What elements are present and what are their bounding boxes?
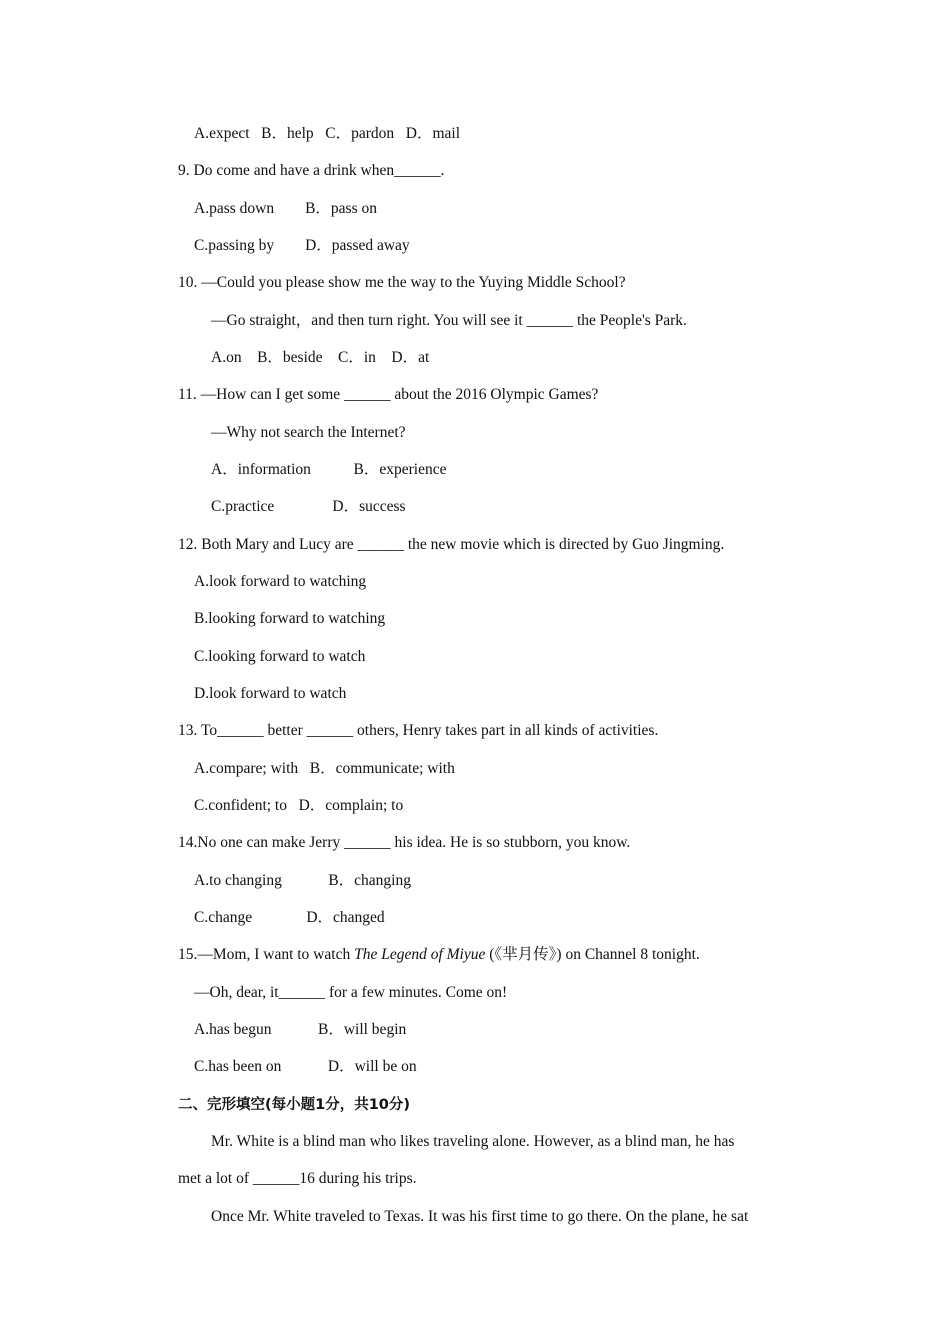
q10-reply: —Go straight，and then turn right. You will see it ______ the People's Park. [211,312,687,329]
q14-options-cd: C.change D．changed [194,909,385,926]
q9-options-cd: C.passing by D．passed away [194,237,410,254]
q15-reply: —Oh, dear, it______ for a few minutes. Come on! [194,984,508,1001]
q15-stem [178,945,700,965]
q11-stem: 11. —How can I get some ______ about the 2016 Olympic Games? [178,386,599,403]
q14-stem: 14.No one can make Jerry ______ his idea. He is so stubborn, you know. [178,834,631,851]
q9-stem: 9. Do come and have a drink when______. [178,162,445,179]
q8-options: A.expect B．help C．pardon D．mail [194,125,461,142]
q12-stem: 12. Both Mary and Lucy are ______ the new movie which is directed by Guo Jingming. [178,536,725,553]
q14-options-ab: A.to changing B．changing [194,872,411,889]
q12-option-d: D.look forward to watch [194,685,347,702]
q12-option-b: B.looking forward to watching [194,610,386,627]
section-heading-cloze: 二、完形填空(每小题1分，共10分) [178,1097,411,1113]
q11-options-cd: C.practice D．success [211,498,406,515]
q11-options-ab: A．information B．experience [211,461,447,478]
passage-line-1: Mr. White is a blind man who likes traveling alone. However, as a blind man, he has [211,1133,735,1150]
q13-options-ab: A.compare; with B．communicate; with [194,760,455,777]
q9-options-ab: A.pass down B．pass on [194,200,377,217]
q12-option-c: C.looking forward to watch [194,648,366,665]
q10-options: A.on B．beside C．in D．at [211,349,430,366]
passage-line-2: met a lot of ______16 during his trips. [178,1170,417,1187]
q15-stem-end: (《芈月传》) on Channel 8 tonight. [485,946,700,963]
q15-movie-title: The Legend of Miyue [354,946,486,963]
q12-option-a: A.look forward to watching [194,573,367,590]
q15-options-ab: A.has begun B．will begin [194,1021,407,1038]
q13-stem: 13. To______ better ______ others, Henry takes part in all kinds of activities. [178,722,659,739]
q15-options-cd: C.has been on D．will be on [194,1058,417,1075]
passage-line-3: Once Mr. White traveled to Texas. It was his first time to go there. On the plane, he sat [211,1208,749,1225]
q10-stem: 10. —Could you please show me the way to the Yuying Middle School? [178,274,626,291]
q13-options-cd: C.confident; to D．complain; to [194,797,404,814]
q11-reply: —Why not search the Internet? [211,424,406,441]
q15-stem-start: 15.—Mom, I want to watch [178,946,355,963]
